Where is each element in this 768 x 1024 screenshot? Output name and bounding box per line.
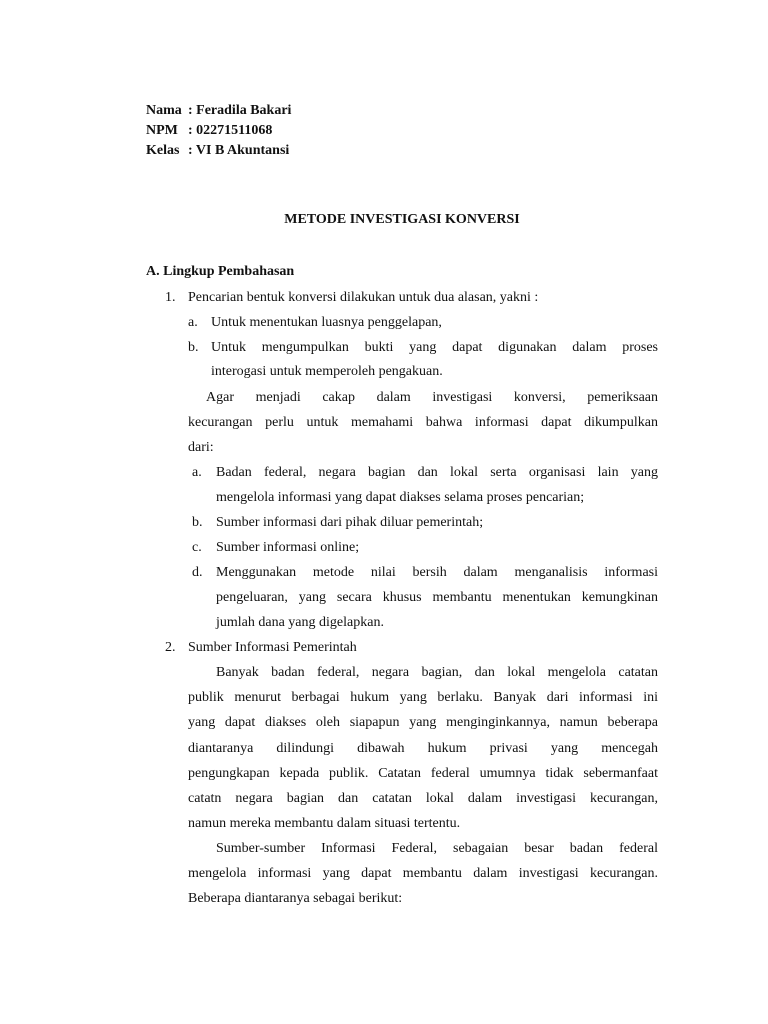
sublist-text: Sumber informasi online; (216, 540, 360, 555)
paragraph-line: Agar menjadi cakap dalam investigasi konversi, pemeriksaan (206, 390, 658, 405)
paragraph-line: kecurangan perlu untuk memahami bahwa informasi dapat dikumpulkan (188, 415, 658, 430)
sublist-text: Sumber informasi dari pihak diluar pemerintah; (216, 515, 484, 530)
paragraph-line: namun mereka membantu dalam situasi tertentu. (188, 816, 461, 831)
paragraph-line: catatn negara bagian dan catatan lokal dalam investigasi kecurangan, (188, 791, 658, 806)
identity-row-npm: NPM : 02271511068 (146, 123, 273, 138)
sublist-text: mengelola informasi yang dapat diakses selama proses pencarian; (216, 490, 585, 505)
sublist-text: Untuk menentukan luasnya penggelapan, (211, 315, 442, 330)
list-item-text: Sumber Informasi Pemerintah (188, 640, 357, 655)
list-item-text: Pencarian bentuk konversi dilakukan untuk dua alasan, yakni : (188, 290, 539, 305)
sublist-marker: a. (192, 465, 202, 480)
paragraph-line: mengelola informasi yang dapat membantu dalam investigasi kecurangan. (188, 866, 658, 881)
sublist-text: Untuk mengumpulkan bukti yang dapat digunakan dalam proses (211, 340, 658, 355)
paragraph-line: yang dapat diakses oleh siapapun yang menginginkannya, namun beberapa (188, 715, 658, 730)
sublist-text: interogasi untuk memperoleh pengakuan. (211, 364, 443, 379)
paragraph-line: pengungkapan kepada publik. Catatan federal umumnya tidak sebermanfaat (188, 766, 658, 781)
sublist-text: Badan federal, negara bagian dan lokal serta organisasi lain yang (216, 465, 658, 480)
section-heading: A. Lingkup Pembahasan (146, 264, 295, 279)
paragraph-line: Beberapa diantaranya sebagai berikut: (188, 891, 403, 906)
sublist-marker: c. (192, 540, 202, 555)
identity-row-nama: Nama : Feradila Bakari (146, 103, 292, 118)
paragraph-line: dari: (188, 440, 214, 455)
sublist-text: pengeluaran, yang secara khusus membantu menentukan kemungkinan (216, 590, 658, 605)
sublist-marker: a. (188, 315, 198, 330)
sublist-marker: b. (192, 515, 203, 530)
page-title: METODE INVESTIGASI KONVERSI (284, 212, 520, 227)
paragraph-line: Banyak badan federal, negara bagian, dan lokal mengelola catatan (216, 665, 658, 680)
sublist-marker: d. (192, 565, 203, 580)
sublist-marker: b. (188, 340, 199, 355)
sublist-text: Menggunakan metode nilai bersih dalam menganalisis informasi (216, 565, 658, 580)
sublist-text: jumlah dana yang digelapkan. (216, 615, 384, 630)
list-number: 1. (165, 290, 176, 305)
paragraph-line: publik menurut berbagai hukum yang berlaku. Banyak dari informasi ini (188, 690, 658, 705)
list-number: 2. (165, 640, 176, 655)
identity-row-kelas: Kelas : VI B Akuntansi (146, 143, 290, 158)
paragraph-line: diantaranya dilindungi dibawah hukum privasi yang mencegah (188, 741, 658, 756)
paragraph-line: Sumber-sumber Informasi Federal, sebagaian besar badan federal (216, 841, 658, 856)
